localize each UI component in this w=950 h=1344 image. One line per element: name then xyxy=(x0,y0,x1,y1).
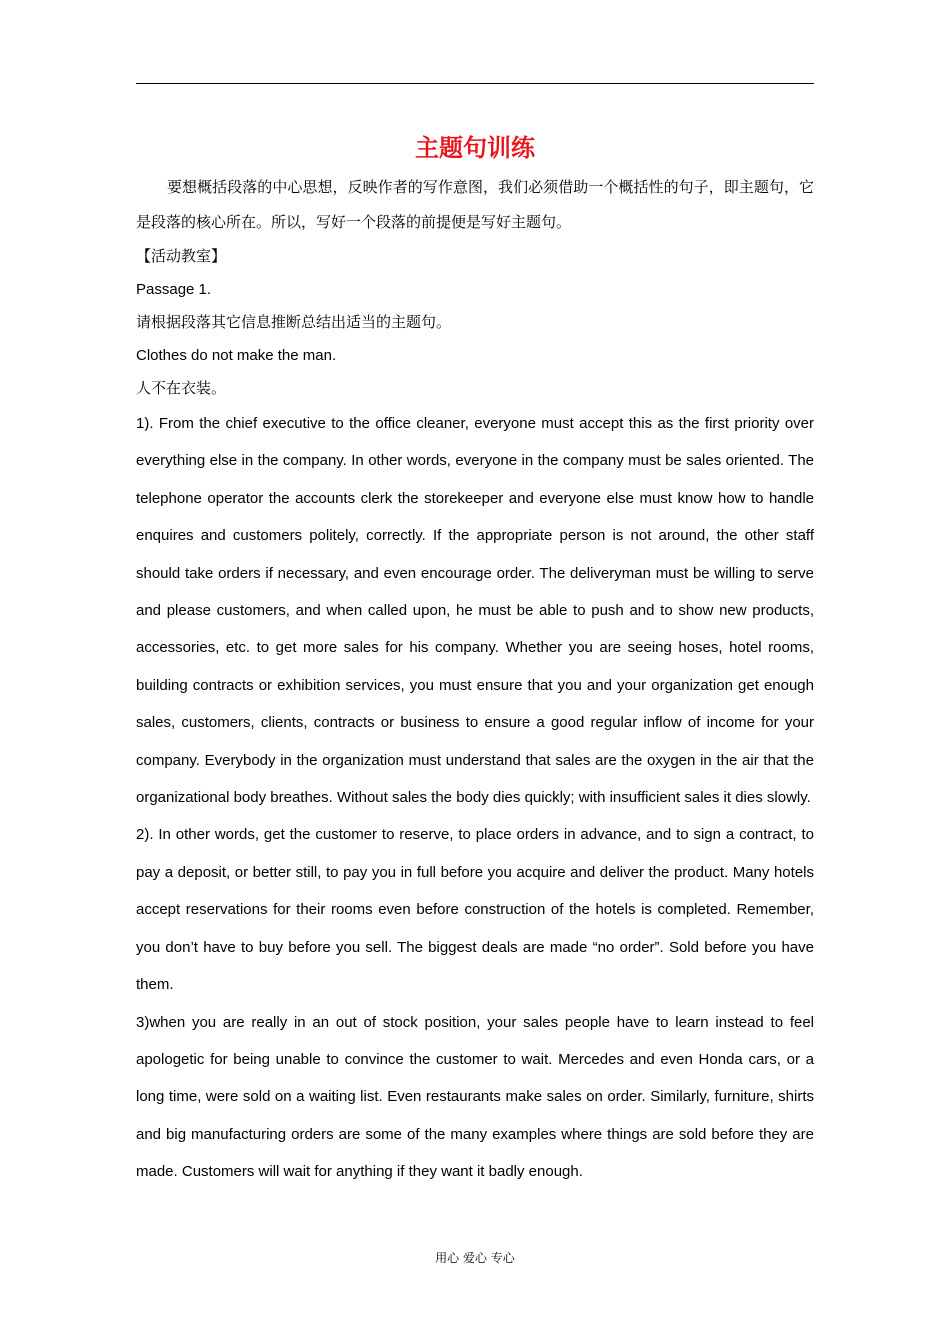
topic-sentence-en: Clothes do not make the man. xyxy=(136,347,337,364)
intro-paragraph: 要想概括段落的中心思想，反映作者的写作意图，我们必须借助一个概括性的句子，即主题句，它是段落的核心所在。所以，写好一个段落的前提便是写好主题句。 xyxy=(136,178,814,231)
instruction-text: 请根据段落其它信息推断总结出适当的主题句。 xyxy=(136,313,452,331)
paragraph-3: 3)when you are really in an out of stock position, your sales people have to learn instead to feel apologetic for being unable to convince the customer to wait. Mercedes and even Honda cars, or a long time, were sold on a waiting list. Even restaurants make sales on order. Similarly, furniture, shirts and big manufacturing orders are some of the many examples where things are sold before they are made. Customers will wait for anything if they want it badly enough. xyxy=(136,1013,814,1181)
page-title: 主题句训练 xyxy=(415,134,535,162)
topic-sentence-cn: 人不在衣装。 xyxy=(136,379,227,397)
section-heading: 【活动教室】 xyxy=(136,247,227,265)
header-rule xyxy=(136,83,814,84)
paragraph-2: 2). In other words, get the customer to reserve, to place orders in advance, and to sign a contract, to pay a deposit, or better still, to pay you in full before you acquire and deliver the product. Many hotels accept reservations for their rooms even before construction of the hotels is completed. Remember, you don’t have to buy before you sell. The biggest deals are made “no order”. Sold before you have them. xyxy=(136,826,814,994)
document-body xyxy=(136,128,814,1191)
paragraph-1: 1). From the chief executive to the office cleaner, everyone must accept this as the first priority over everything else in the company. In other words, everyone in the company must be sales oriented. The telephone operator the accounts clerk the storekeeper and everyone else must know how to handle enquires and customers politely, correctly. If the appropriate person is not around, the other staff should take orders if necessary, and even encourage order. The deliveryman must be willing to serve and please customers, and when called upon, he must be able to push and to show new products, accessories, etc. to get more sales for his company. Whether you are seeing hoses, hotel rooms, building contracts or exhibition services, you must ensure that you and your organization get enough sales, customers, clients, contracts or business to ensure a good regular inflow of income for your company. Everybody in the organization must understand that sales are the oxygen in the air that the organizational body breathes. Without sales the body dies quickly; with insufficient sales it dies slowly. xyxy=(136,415,814,807)
passage-label: Passage 1. xyxy=(136,281,212,298)
page-footer: 用心 爱心 专心 xyxy=(435,1251,515,1265)
